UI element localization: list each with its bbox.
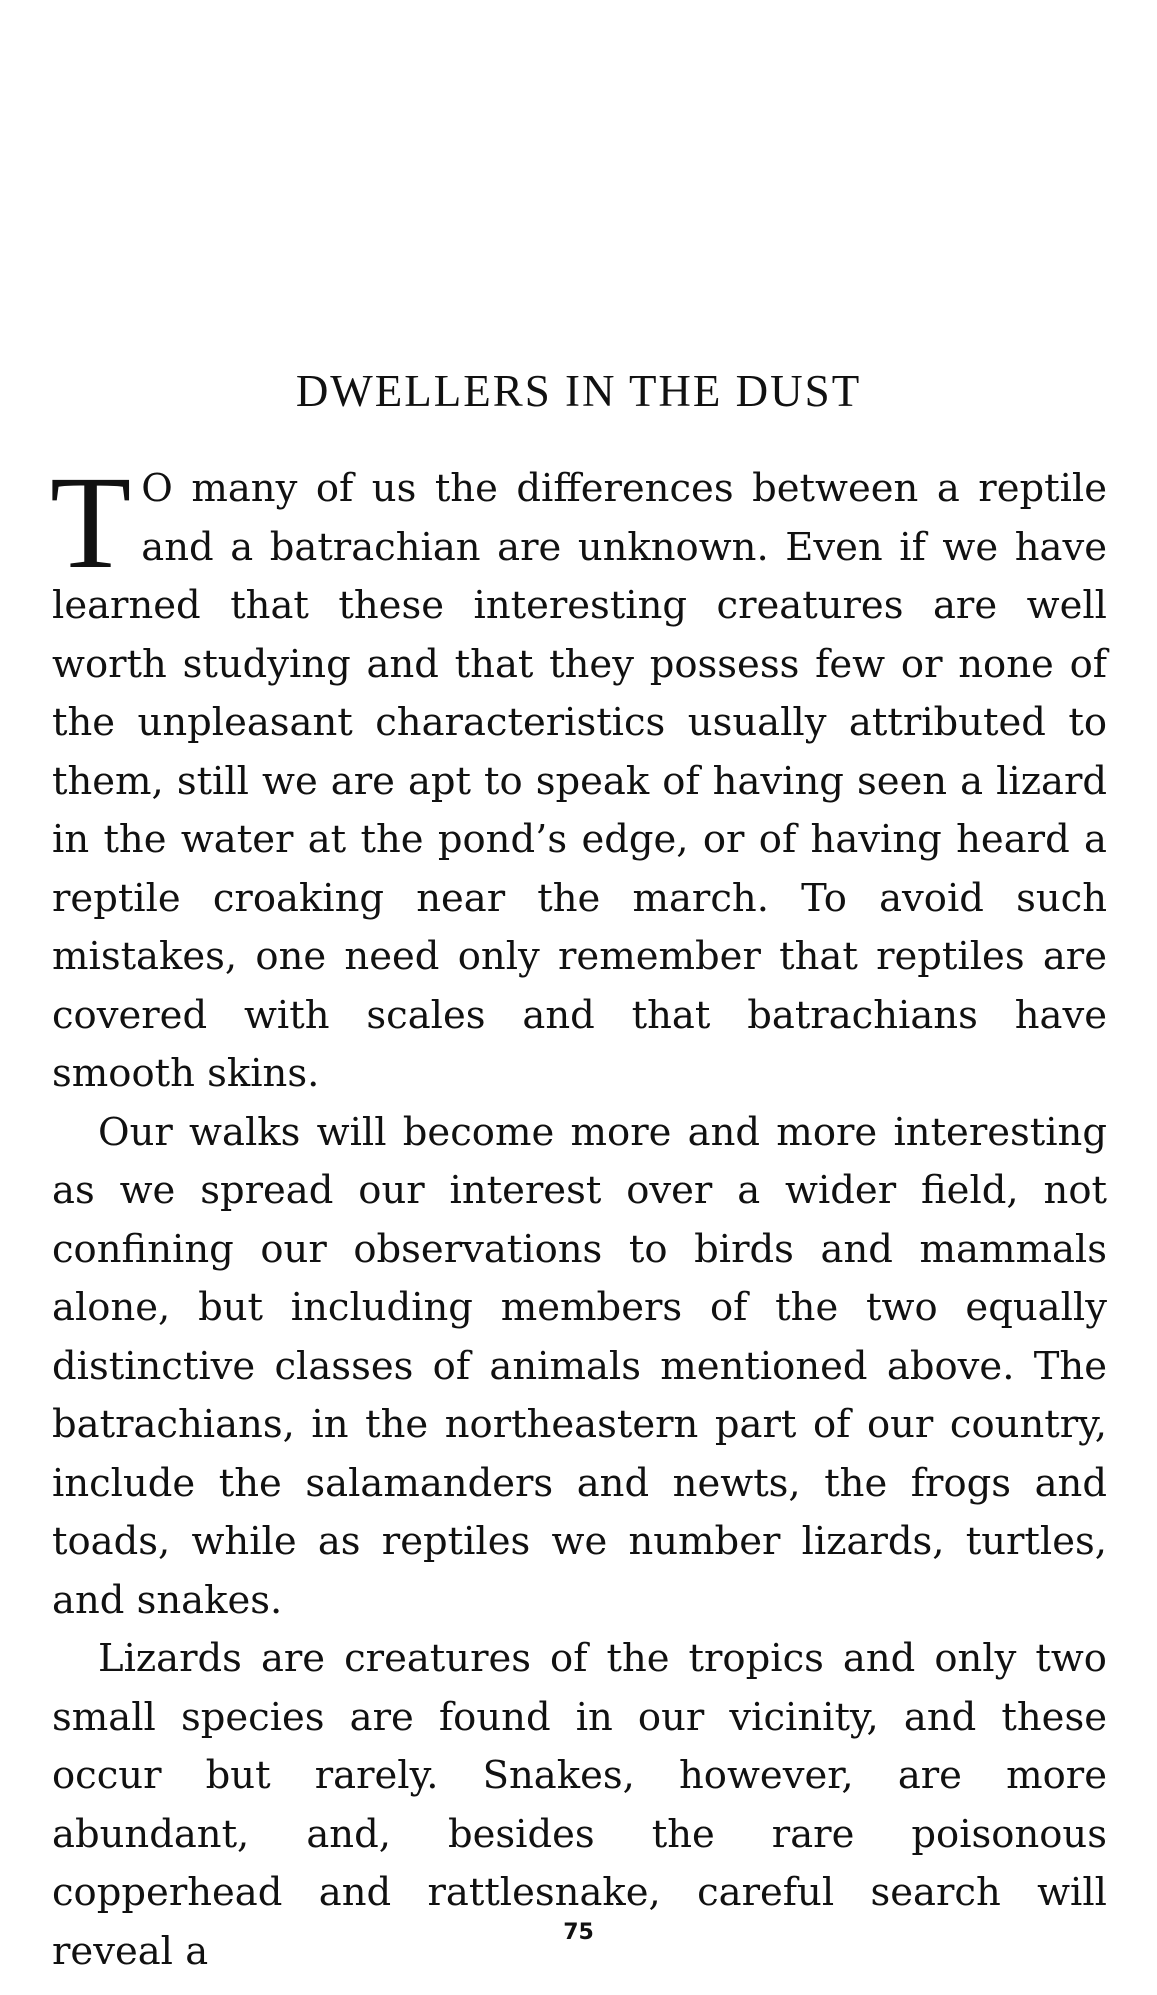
body-text <box>50 448 1107 1981</box>
paragraph-3: Lizards are creatures of the tropics and only two small species are found in our vicinity, and these occur but rarely. Snakes, however, are more abundant, and, besides the rare poisonous copperhead and rattlesnake, careful search will reveal a <box>52 1636 1107 1974</box>
chapter-title: DWELLERS IN THE DUST <box>295 366 862 416</box>
page-number: 75 <box>563 1920 594 1945</box>
paragraph-1-text: O many of us the differences between a reptile and a batrachian are unknown. Even if we have learned that these interesting creatures are well worth studying and that they possess few or none of the unpleasant characteristics usually attributed to them, still we are apt to speak of having seen a lizard in the water at the pond’s edge, or of having heard a reptile croaking near the march. To avoid such mistakes, one need only remember that reptiles are covered with scales and that batrachians have smooth skins. <box>52 466 1107 1096</box>
paragraph-1 <box>50 448 1107 1104</box>
paragraph-2: Our walks will become more and more interesting as we spread our interest over a wider field, not confining our observations to birds and mammals alone, but including members of the two equally distinctive classes of animals mentioned above. The batrachians, in the northeastern part of our country, include the salamanders and newts, the frogs and toads, while as reptiles we number lizards, turtles, and snakes. <box>52 1109 1107 1623</box>
drop-cap: T <box>50 448 132 596</box>
